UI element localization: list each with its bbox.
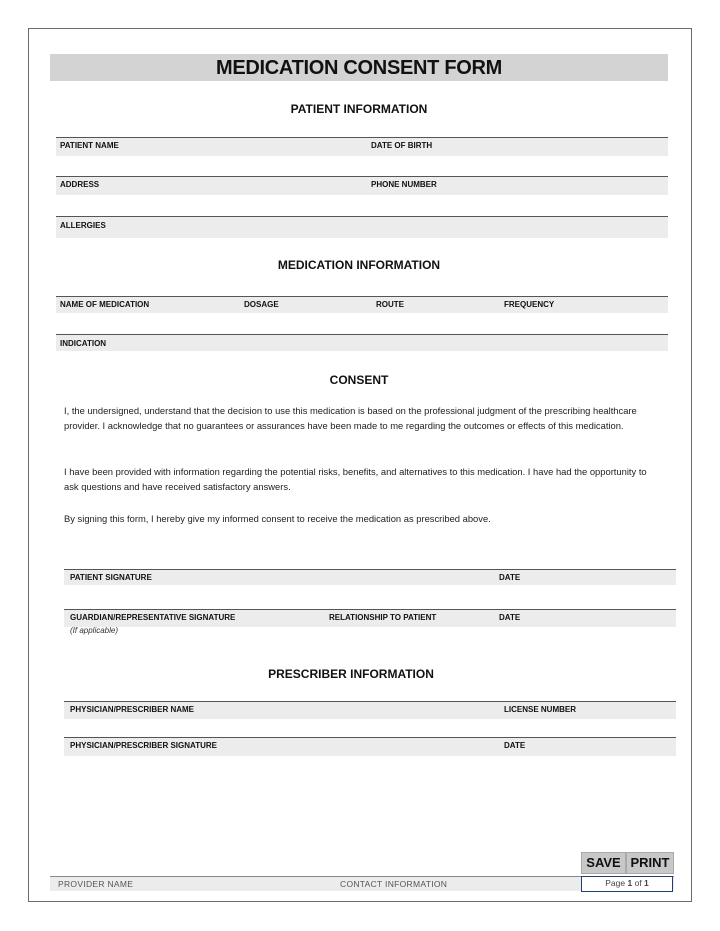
indication-label: INDICATION [60, 339, 107, 348]
dosage-field[interactable] [244, 312, 369, 332]
consent-paragraph-3: By signing this form, I hereby give my informed consent to receive the medication as prescribed above. [64, 513, 491, 524]
medication-name-label: NAME OF MEDICATION [60, 300, 150, 309]
form-title: MEDICATION CONSENT FORM [215, 57, 503, 79]
phone-number-label: PHONE NUMBER [371, 180, 437, 189]
print-button[interactable]: PRINT [626, 852, 674, 874]
relationship-field[interactable] [329, 627, 489, 655]
prescriber-signature-label: PHYSICIAN/PRESCRIBER SIGNATURE [70, 741, 217, 750]
section-heading-patient: PATIENT INFORMATION [290, 102, 428, 116]
date-of-birth-field[interactable] [371, 152, 661, 172]
prescriber-name-field[interactable] [70, 718, 490, 736]
prescriber-name-label: PHYSICIAN/PRESCRIBER NAME [70, 705, 195, 714]
indication-field[interactable] [125, 336, 660, 351]
form-title-bar [50, 54, 668, 81]
prescriber-date-field[interactable] [504, 755, 669, 777]
address-field[interactable] [60, 191, 360, 211]
phone-number-field[interactable] [371, 191, 661, 211]
section-heading-consent: CONSENT [329, 373, 389, 387]
page-total: 1 [644, 878, 649, 888]
allergies-field[interactable] [120, 218, 660, 237]
footer-contact-information: CONTACT INFORMATION [340, 879, 448, 889]
relationship-label: RELATIONSHIP TO PATIENT [329, 613, 437, 622]
page-indicator [581, 876, 673, 892]
patient-signature-label: PATIENT SIGNATURE [70, 573, 152, 582]
medication-name-field[interactable] [60, 312, 235, 332]
save-button[interactable]: SAVE [581, 852, 626, 874]
section-heading-prescriber: PRESCRIBER INFORMATION [268, 667, 434, 681]
guardian-date-label: DATE [499, 613, 521, 622]
footer-provider-name: PROVIDER NAME [58, 879, 134, 889]
license-number-field[interactable] [504, 718, 669, 736]
patient-name-label: PATIENT NAME [60, 141, 119, 150]
page-of: of [634, 878, 642, 888]
page-current: 1 [627, 878, 633, 888]
patient-signature-field[interactable] [70, 585, 490, 607]
dosage-label: DOSAGE [244, 300, 279, 309]
patient-name-field[interactable] [60, 152, 360, 172]
route-field[interactable] [376, 312, 496, 332]
guardian-signature-label: GUARDIAN/REPRESENTATIVE SIGNATURE [70, 613, 236, 622]
guardian-note: (If applicable) [70, 626, 119, 635]
frequency-label: FREQUENCY [504, 300, 555, 309]
license-number-label: LICENSE NUMBER [504, 705, 577, 714]
patient-signature-row [64, 569, 676, 585]
guardian-signature-field[interactable] [70, 637, 320, 657]
consent-paragraph-1: I, the undersigned, understand that the decision to use this medication is based on the professional judgment of the prescribing healthcare provider. I acknowledge that no guarantees or assurances have been made to me regarding the outcomes or effects of this medication. [64, 405, 637, 432]
address-label: ADDRESS [60, 180, 100, 189]
patient-signature-date-label: DATE [499, 573, 521, 582]
patient-signature-date-field[interactable] [499, 585, 669, 607]
consent-paragraph-2: I have been provided with information regarding the potential risks, benefits, and alternatives to this medication. I have had the opportunity to ask questions and have received satisfactory answers. [64, 466, 647, 493]
prescriber-signature-field[interactable] [70, 755, 490, 777]
date-of-birth-label: DATE OF BIRTH [371, 141, 433, 150]
prescriber-date-label: DATE [504, 741, 526, 750]
allergies-label: ALLERGIES [60, 221, 106, 230]
section-heading-medication: MEDICATION INFORMATION [277, 258, 441, 272]
page-prefix: Page [605, 878, 626, 888]
frequency-field[interactable] [504, 312, 664, 332]
guardian-date-field[interactable] [499, 627, 669, 655]
route-label: ROUTE [376, 300, 404, 309]
